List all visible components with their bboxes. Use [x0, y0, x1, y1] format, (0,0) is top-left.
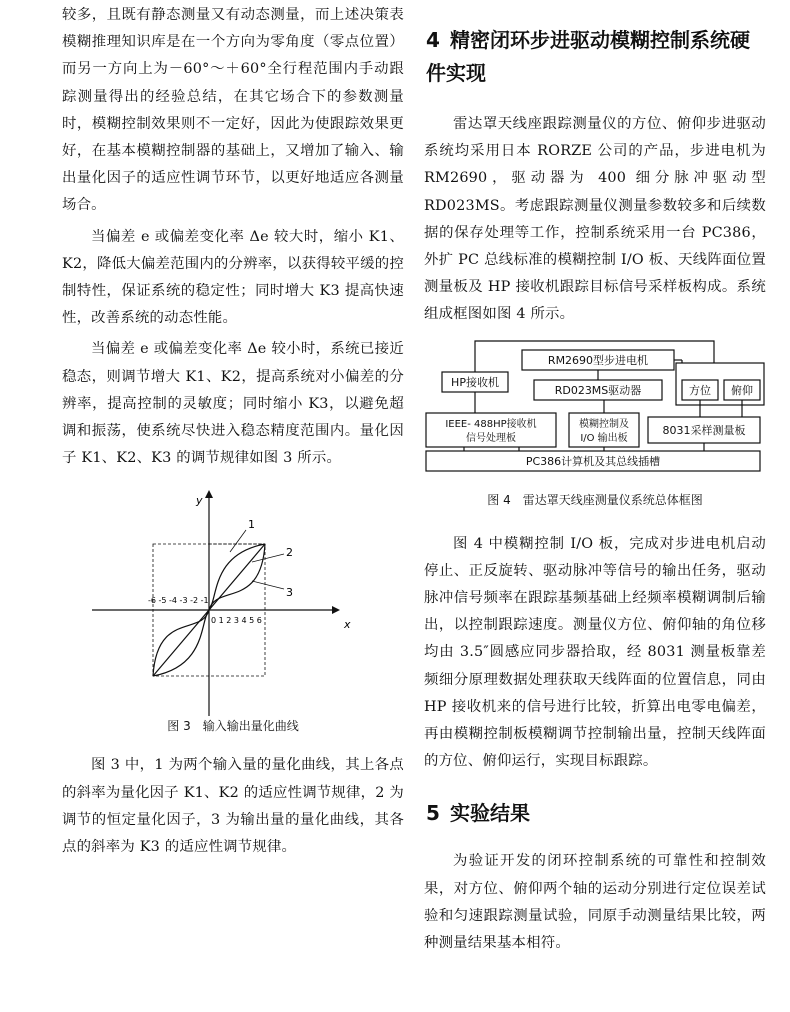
- motor-label: RM2690型步进电机: [547, 353, 649, 367]
- section-5-heading: [424, 797, 766, 830]
- quantization-curve-chart: [62, 486, 404, 716]
- fuzzy-board-label-2: I/O 输出板: [580, 432, 628, 444]
- pc386-bus-label: PC386计算机及其总线插槽: [525, 454, 661, 468]
- figure-3-caption: 图 3 输入输出量化曲线: [167, 719, 299, 734]
- azimuth-label: 方位: [689, 383, 711, 397]
- section-4-heading: [424, 24, 766, 90]
- paragraph-hardware: 雷达罩天线座跟踪测量仪的方位、俯仰步进驱动系统均采用日本 RORZE 公司的产品，步进电机为 RM2690，驱动器为 400 细分脉冲驱动型 RD023MS。考虑跟踪测量仪测量参数较多和后续数据的保存处理等工作，控制系统采用一台 PC386，外扩 PC 总线标准的模糊控制 I/O 板、天线阵面位置测量板及 HP 接收机跟踪目标信号采样板构成。系统组成框图如图 4 所示。: [424, 116, 766, 323]
- figure-3: [62, 486, 404, 746]
- elevation-label: 俯仰: [731, 383, 753, 397]
- section-5-number: 5: [426, 801, 440, 826]
- y-axis-arrow-icon: [205, 490, 213, 498]
- x-axis-label: x: [344, 618, 351, 632]
- right-column: [424, 0, 766, 957]
- paragraph-fig3-explain: 图 3 中，1 为两个输入量的量化曲线，其上各点的斜率为量化因子 K1、K2 的适应性调节规律，2 为调节的恒定量化因子，3 为输出量的量化曲线，其各点的斜率为 K3 的适应性调节规律。: [62, 757, 404, 856]
- label-1-leader: [230, 530, 246, 552]
- x-axis-arrow-icon: [332, 606, 340, 614]
- left-column: [62, 0, 404, 861]
- section-4-number: 4: [426, 28, 440, 52]
- curve-label-1: 1: [248, 518, 255, 532]
- ieee-board-label-1: IEEE- 488HP接收机: [445, 418, 537, 430]
- paragraph-small-error: 当偏差 e 或偏差变化率 Δe 较小时，系统已接近稳态，则调节增大 K1、K2，提高系统对小偏差的分辨率，提高控制的灵敏度；同时缩小 K3，以避免超调和振荡，使系统尽快进入稳态精度范围内。量化因子 K1、K2、K3 的调节规律如图 3 所示。: [62, 341, 404, 467]
- y-axis-label: y: [196, 494, 203, 508]
- paragraph-intro: 较多，且既有静态测量又有动态测量，而上述决策表模糊推理知识库是在一个方向为零角度（零点位置）而另一方向上为－60°～＋60°全行程范围内手动跟踪测量得出的经验总结，在其它场合下的参数测量时，模糊控制效果则不一定好，因此为使跟踪效果更好，在基本模糊控制器的基础上，又增加了输入、输出量化因子的适应性调节环节，以更好地适应各测量场合。: [62, 7, 404, 214]
- label-3-leader: [252, 581, 284, 589]
- driver-label: RD023MS驱动器: [554, 383, 642, 397]
- paragraph-large-error: 当偏差 e 或偏差变化率 Δe 较大时，缩小 K1、K2，降低大偏差范围内的分辨率，以获得较平缓的控制特性，保证系统的稳定性；同时增大 K3 提高快速性，改善系统的动态性能。: [62, 228, 404, 327]
- positive-tick-labels: 0 1 2 3 4 5 6: [211, 616, 262, 626]
- label-2-leader: [252, 554, 284, 562]
- figure-4: [424, 335, 766, 507]
- board-8031-label: 8031采样测量板: [662, 423, 746, 437]
- section-4-title: 精密闭环步进驱动模糊控制系统硬件实现: [426, 28, 750, 85]
- paragraph-results: 为验证开发的闭环控制系统的可靠性和控制效果，对方位、俯仰两个轴的运动分别进行定位误差试验和匀速跟踪测量试验，同原手动测量结果比较，两种测量结果基本相符。: [424, 853, 766, 952]
- ieee-board-label-2: 信号处理板: [466, 432, 516, 444]
- negative-tick-labels: -6 -5 -4 -3 -2 -1: [148, 596, 209, 606]
- figure-4-caption: 图 4 雷达罩天线座测量仪系统总体框图: [487, 492, 703, 507]
- paragraph-io-board: 图 4 中模糊控制 I/O 板，完成对步进电机启动停止、正反旋转、驱动脉冲等信号的输出任务，驱动脉冲信号频率在跟踪基频基础上经频率模糊调制后输出，以控制跟踪速度。测量仪方位、俯仰轴的角位移均由 3.5″圆感应同步器拾取，经 8031 测量板靠差频细分原理数据处理获取天线阵面的位置信息，同由 HP 接收机来的信号进行比较，折算出电零电偏差，再由模糊控制板模糊调节控制输出量，控制天线阵面的方位、俯仰运行，实现目标跟踪。: [424, 535, 766, 770]
- system-block-diagram: [424, 335, 766, 485]
- fuzzy-board-label-1: 模糊控制及: [579, 418, 629, 430]
- hp-receiver-label: HP接收机: [451, 375, 499, 389]
- curve-label-3: 3: [286, 586, 293, 600]
- curve-label-2: 2: [286, 546, 293, 560]
- section-5-title: 实验结果: [450, 801, 530, 826]
